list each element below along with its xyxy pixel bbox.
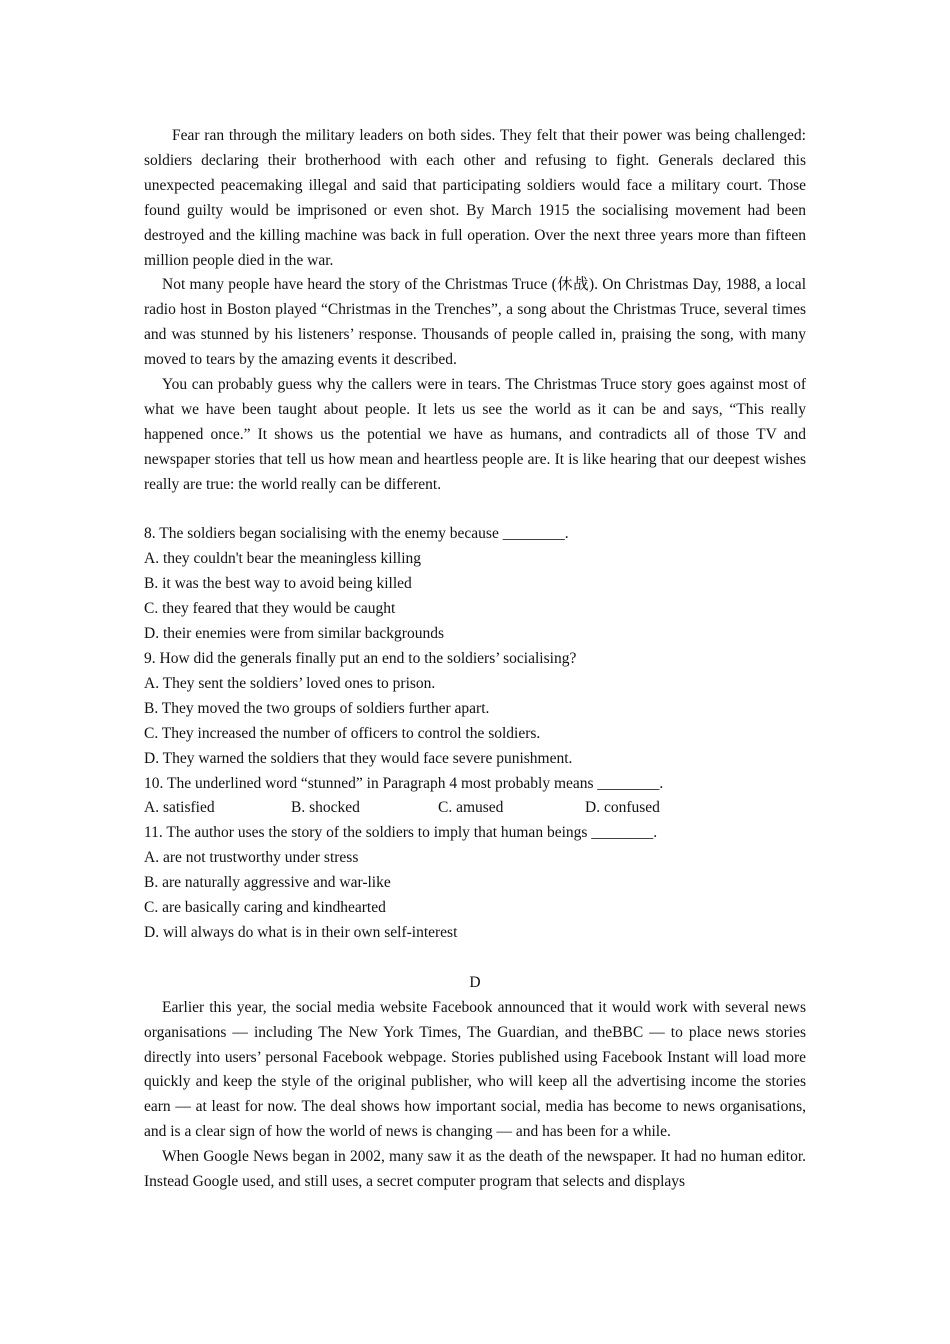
document-page <box>144 124 806 1195</box>
question-8-option-b: B. it was the best way to avoid being killed <box>144 575 412 593</box>
question-11-stem: 11. The author uses the story of the soldiers to imply that human beings ________. <box>144 824 658 842</box>
passage-d-paragraph: When Google News began in 2002, many saw it as the death of the newspaper. It had no human editor. Instead Google used, and still uses, a secret computer program that selects and displays <box>144 1148 806 1191</box>
question-9-option-c: C. They increased the number of officers to control the soldiers. <box>144 724 541 742</box>
passage-d-paragraph: Earlier this year, the social media website Facebook announced that it would work with several news organisations — including The New York Times, The Guardian, and theBBC — to place news stories directly into users’ personal Facebook webpage. Stories published using Facebook Instant will load more quickly and keep the style of the original publisher, who will keep all the advertising income the stories earn — at least for now. The deal shows how important social, media has become to news organisations, and is a clear sign of how the world of news is changing — and has been for a while. <box>144 998 806 1141</box>
question-11-option-a: A. are not trustworthy under stress <box>144 849 359 867</box>
question-8-option-a: A. they couldn't bear the meaningless killing <box>144 550 421 568</box>
question-9-stem: 9. How did the generals finally put an end to the soldiers’ socialising? <box>144 650 577 668</box>
passage-c-paragraph: You can probably guess why the callers were in tears. The Christmas Truce story goes against most of what we have been taught about people. It lets us see the world as it can be and says, “This really happened once.” It shows us the potential we have as humans, and contradicts all of those TV and newspaper stories that tell us how mean and heartless people are. It is like hearing that our deepest wishes really are true: the world really can be different. <box>144 376 806 493</box>
question-10-options <box>144 796 806 821</box>
question-10-option-b: B. shocked <box>291 799 360 817</box>
question-8-option-c: C. they feared that they would be caught <box>144 600 396 618</box>
passage-c-paragraph: Fear ran through the military leaders on both sides. They felt that their power was being challenged: soldiers declaring their brotherhood with each other and refusing to fight. Generals declared this unexpected peacemaking illegal and said that participating soldiers would face a military court. Those found guilty would be imprisoned or even shot. By March 1915 the socialising movement had been destroyed and the killing machine was back in full operation. Over the next three years more than fifteen million people died in the war. <box>144 127 806 269</box>
spacer <box>144 946 806 971</box>
question-10-option-c: C. amused <box>438 799 504 817</box>
spacer <box>144 498 806 523</box>
question-8-option-d: D. their enemies were from similar backgrounds <box>144 625 445 643</box>
question-8-stem: 8. The soldiers began socialising with the enemy because ________. <box>144 525 569 543</box>
section-title-d: D <box>469 973 481 991</box>
question-11-option-b: B. are naturally aggressive and war-like <box>144 874 391 892</box>
question-10-stem: 10. The underlined word “stunned” in Paragraph 4 most probably means ________. <box>144 774 664 792</box>
question-10-option-d: D. confused <box>585 799 660 817</box>
question-9-option-a: A. They sent the soldiers’ loved ones to prison. <box>144 674 436 692</box>
passage-c-paragraph: Not many people have heard the story of the Christmas Truce (休战). On Christmas Day, 1988, a local radio host in Boston played “Christmas in the Trenches”, a song about the Christmas Truce, several times and was stunned by his listeners’ response. Thousands of people called in, praising the song, with many moved to tears by the amazing events it described. <box>144 276 806 369</box>
question-10-option-a: A. satisfied <box>144 799 215 817</box>
question-9-option-d: D. They warned the soldiers that they would face severe punishment. <box>144 749 573 767</box>
question-11-option-c: C. are basically caring and kindhearted <box>144 899 386 917</box>
question-9-option-b: B. They moved the two groups of soldiers further apart. <box>144 699 490 717</box>
question-11-option-d: D. will always do what is in their own self-interest <box>144 923 458 941</box>
